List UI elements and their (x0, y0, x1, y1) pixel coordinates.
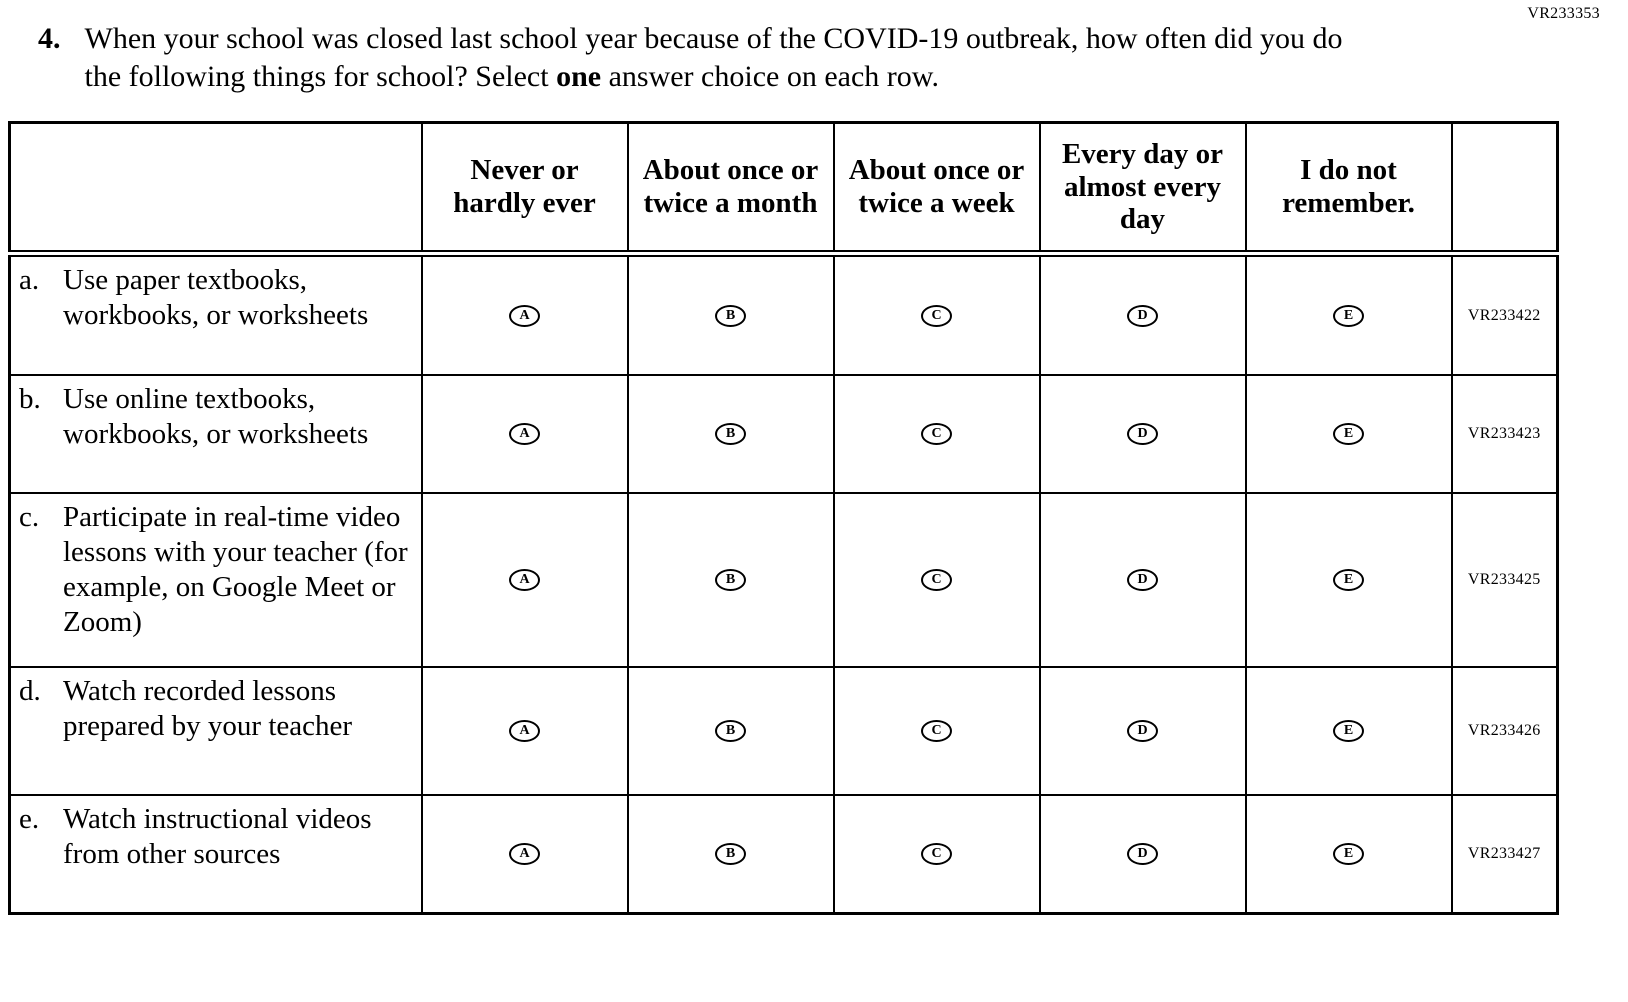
answer-bubble-b[interactable]: B (715, 305, 746, 327)
row-letter: d. (19, 675, 41, 708)
option-cell (834, 795, 1040, 913)
header-code-blank (1452, 122, 1558, 253)
option-cell (628, 493, 834, 667)
header-blank (10, 122, 422, 253)
grid-header (10, 122, 1558, 253)
header-never: Never or hardly ever (422, 122, 628, 253)
row-letter: b. (19, 383, 41, 416)
option-cell (834, 253, 1040, 375)
row-letter: c. (19, 501, 40, 534)
answer-bubble-d[interactable]: D (1127, 720, 1158, 742)
option-cell (1246, 253, 1452, 375)
item-cell (10, 253, 422, 375)
answer-bubble-e[interactable]: E (1333, 305, 1364, 327)
option-cell (834, 493, 1040, 667)
option-cell (422, 253, 628, 375)
option-cell (628, 795, 834, 913)
answer-bubble-e[interactable]: E (1333, 423, 1364, 445)
item-cell (10, 667, 422, 795)
header-not-remember: I do not remember. (1246, 122, 1452, 253)
row-text: Use online textbooks, workbooks, or worksheets (63, 383, 369, 451)
answer-bubble-d[interactable]: D (1127, 423, 1158, 445)
answer-bubble-b[interactable]: B (715, 423, 746, 445)
question-text-part2: answer choice on each row. (601, 60, 939, 94)
option-cell (1246, 493, 1452, 667)
option-cell (422, 667, 628, 795)
question-text-part1: When your school was closed last school year because of the COVID-19 outbreak, how often did you do the following things for school? Select (84, 22, 1343, 94)
option-cell (834, 667, 1040, 795)
answer-bubble-e[interactable]: E (1333, 843, 1364, 865)
row-letter: a. (19, 263, 40, 296)
item-cell (10, 493, 422, 667)
answer-bubble-c[interactable]: C (921, 423, 952, 445)
question-4 (38, 20, 1588, 97)
vr-code: VR233425 (1452, 493, 1558, 667)
row-text: Participate in real-time video lessons with your teacher (for example, on Google Meet or Zoom) (63, 501, 408, 638)
option-cell (1246, 795, 1452, 913)
option-cell (1040, 493, 1246, 667)
answer-bubble-b[interactable]: B (715, 569, 746, 591)
table-row-e (10, 795, 1558, 913)
answer-bubble-c[interactable]: C (921, 305, 952, 327)
question-text (85, 20, 1355, 97)
answer-bubble-a[interactable]: A (509, 843, 540, 865)
answer-bubble-b[interactable]: B (715, 843, 746, 865)
row-text: Watch instructional videos from other sources (63, 803, 372, 871)
answer-bubble-d[interactable]: D (1127, 569, 1158, 591)
answer-bubble-c[interactable]: C (921, 569, 952, 591)
vr-code: VR233422 (1452, 253, 1558, 375)
option-cell (834, 375, 1040, 493)
option-cell (1040, 375, 1246, 493)
header-once-week: About once or twice a week (834, 122, 1040, 253)
option-cell (628, 375, 834, 493)
vr-code: VR233427 (1452, 795, 1558, 913)
header-once-month: About once or twice a month (628, 122, 834, 253)
answer-bubble-a[interactable]: A (509, 569, 540, 591)
answer-bubble-e[interactable]: E (1333, 569, 1364, 591)
option-cell (628, 253, 834, 375)
question-text-bold: one (556, 60, 602, 94)
vr-code: VR233423 (1452, 375, 1558, 493)
answer-bubble-d[interactable]: D (1127, 305, 1158, 327)
answer-bubble-e[interactable]: E (1333, 720, 1364, 742)
table-row-a (10, 253, 1558, 375)
row-letter: e. (19, 803, 40, 836)
option-cell (1040, 795, 1246, 913)
option-cell (1246, 375, 1452, 493)
option-cell (1040, 253, 1246, 375)
table-row-b (10, 375, 1558, 493)
option-cell (422, 375, 628, 493)
vr-code: VR233426 (1452, 667, 1558, 795)
answer-bubble-a[interactable]: A (509, 720, 540, 742)
table-row-c (10, 493, 1558, 667)
answer-bubble-a[interactable]: A (509, 305, 540, 327)
option-cell (628, 667, 834, 795)
page-code: VR233353 (1527, 5, 1600, 22)
row-text: Watch recorded lessons prepared by your teacher (63, 675, 353, 743)
option-cell (422, 795, 628, 913)
table-row-d (10, 667, 1558, 795)
option-cell (1246, 667, 1452, 795)
answer-bubble-b[interactable]: B (715, 720, 746, 742)
item-cell (10, 375, 422, 493)
row-text: Use paper textbooks, workbooks, or worksheets (63, 263, 369, 331)
response-grid (8, 121, 1559, 915)
header-every-day: Every day or almost every day (1040, 122, 1246, 253)
answer-bubble-a[interactable]: A (509, 423, 540, 445)
answer-bubble-c[interactable]: C (921, 843, 952, 865)
answer-bubble-c[interactable]: C (921, 720, 952, 742)
answer-bubble-d[interactable]: D (1127, 843, 1158, 865)
option-cell (422, 493, 628, 667)
option-cell (1040, 667, 1246, 795)
item-cell (10, 795, 422, 913)
question-number: 4. (38, 22, 61, 55)
